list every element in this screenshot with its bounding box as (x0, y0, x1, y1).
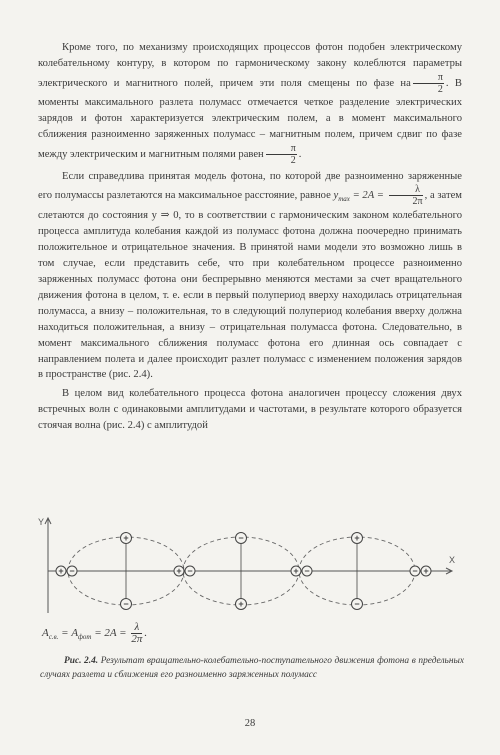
charge-plus-top-3-sign: + (354, 533, 360, 543)
paragraph-2 (38, 169, 462, 384)
ymax-equals: = 2A = (349, 190, 387, 202)
charge-minus-bottom-1-sign: − (123, 599, 129, 609)
diagram-svg (36, 513, 466, 613)
ymax-symbol: y (333, 190, 339, 202)
charge-plus-top-1-sign: + (123, 533, 129, 543)
fraction-pi-over-2-second (266, 143, 297, 166)
paragraph-2-text-a: Если справедлива принятая модель фотона, по которой две разноименно заряженные его полумассы разлетаются на максимальное расстояние, равное (38, 170, 462, 202)
formula-equals-2a: = 2A = (91, 627, 130, 639)
page-number: 28 (244, 718, 256, 729)
charge-plus-node-3-sign: + (293, 566, 299, 576)
paragraph-3: В целом вид колебательного процесса фотона аналогичен процессу сложения двух встречных волн с одинаковыми амплитудами и частотами, в результате которого образуется стоячая волна (рис. 2.4) с амплитудой (38, 388, 462, 432)
formula-fraction (131, 622, 142, 645)
formula-a-phot: = A (58, 627, 79, 639)
fraction-lambda-over-2pi (389, 184, 423, 207)
x-axis-label: X (449, 555, 456, 565)
fraction-denominator: 2 (437, 83, 443, 95)
ymax-expression (333, 190, 387, 204)
paragraph-1 (38, 40, 462, 166)
charge-plus-node-4-sign: + (423, 566, 429, 576)
body-text (38, 40, 462, 434)
paragraph-1-text-c: . (298, 148, 302, 160)
amplitude-formula: $A_{с.в.} = A_{фот} = 2A$ = $\frac{\lambda}{2\pi}$ . (42, 620, 148, 645)
charge-minus-top-2-sign: − (238, 533, 244, 543)
caption-text: Результат вращательно-колебательно-поступательного движения фотона в предельных случаях разлета и сближения его разноименно заряженных полумасс (40, 656, 464, 680)
charge-minus-node-4-sign: − (412, 566, 418, 576)
charge-plus-node-2-sign: + (176, 566, 182, 576)
standing-wave-diagram (36, 513, 466, 613)
charge-plus-node-1-sign: + (58, 566, 64, 576)
fraction-denominator: 2 (290, 154, 296, 166)
fraction-numerator: λ (389, 184, 423, 196)
formula-sub-sv: с.в. (48, 633, 59, 642)
charge-minus-node-3-sign: − (304, 566, 310, 576)
fraction-pi-over-2 (413, 72, 444, 95)
formula-sub-phot: фот (78, 633, 92, 642)
charge-minus-node-2-sign: − (187, 566, 193, 576)
charge-minus-bottom-3-sign: − (354, 599, 360, 609)
charge-minus-node-1-sign: − (69, 566, 75, 576)
formula-a: A (42, 627, 49, 639)
fraction-numerator: π (266, 143, 297, 155)
paragraph-2-text-b: , а затем слетаются до состояния y ⇒ 0, то в соответствии с гармоническим законом колебательного процесса амплитуда колебания каждой из полумасс фотона должна поочередно принимать положительное и отрицательное значения. В принятой нами модели это возможно лишь в том случае, если представить себе, что при колебательном процессе разноименно заряженных полумасс фотона они беспрерывно меняются местами за счет вращательного движения фотона в целом, т. е. если в первый полупериод вверху находилась отрицательная полумасса, а внизу – положительная, то в следующий полупериод колебания вверху должна находиться положительная, а внизу – отрицательная полумасса фотона. Следовательно, в момент максимального сближения полумасс фотона его длинная ось совпадает с направлением полета и далее происходит разлет полумасс с изменением положения зарядов в пространстве (рис. 2.4). (38, 190, 463, 381)
fraction-numerator: π (413, 72, 444, 84)
paragraph-1-text-b: . В моменты максимального разлета полумасс отмечается четкое разделение электрических зарядов и фотон характеризуется электрическим полем, а в момент максимального сближения разноименно заряженных полумасс – магнитным полем, причем сдвиг по фазе между электрическим и магнитным полями равен (38, 77, 462, 160)
fraction-numerator: λ (131, 622, 142, 634)
fraction-denominator: 2π (131, 632, 143, 645)
ymax-subscript: max (338, 195, 350, 204)
paragraph-1-text-a: Кроме того, по механизму происходящих процессов фотон подобен электрическому колебательному контуру, в котором по гармоническому закону колеблются параметры электрического и магнитного полей, причем эти поля смещены по фазе на (38, 42, 462, 89)
caption-label: Рис. 2.4. (64, 656, 99, 666)
charge-plus-bottom-2-sign: + (238, 599, 244, 609)
y-axis-label: Y (38, 517, 45, 527)
fraction-denominator: 2π (412, 196, 423, 208)
figure-caption (40, 655, 464, 682)
